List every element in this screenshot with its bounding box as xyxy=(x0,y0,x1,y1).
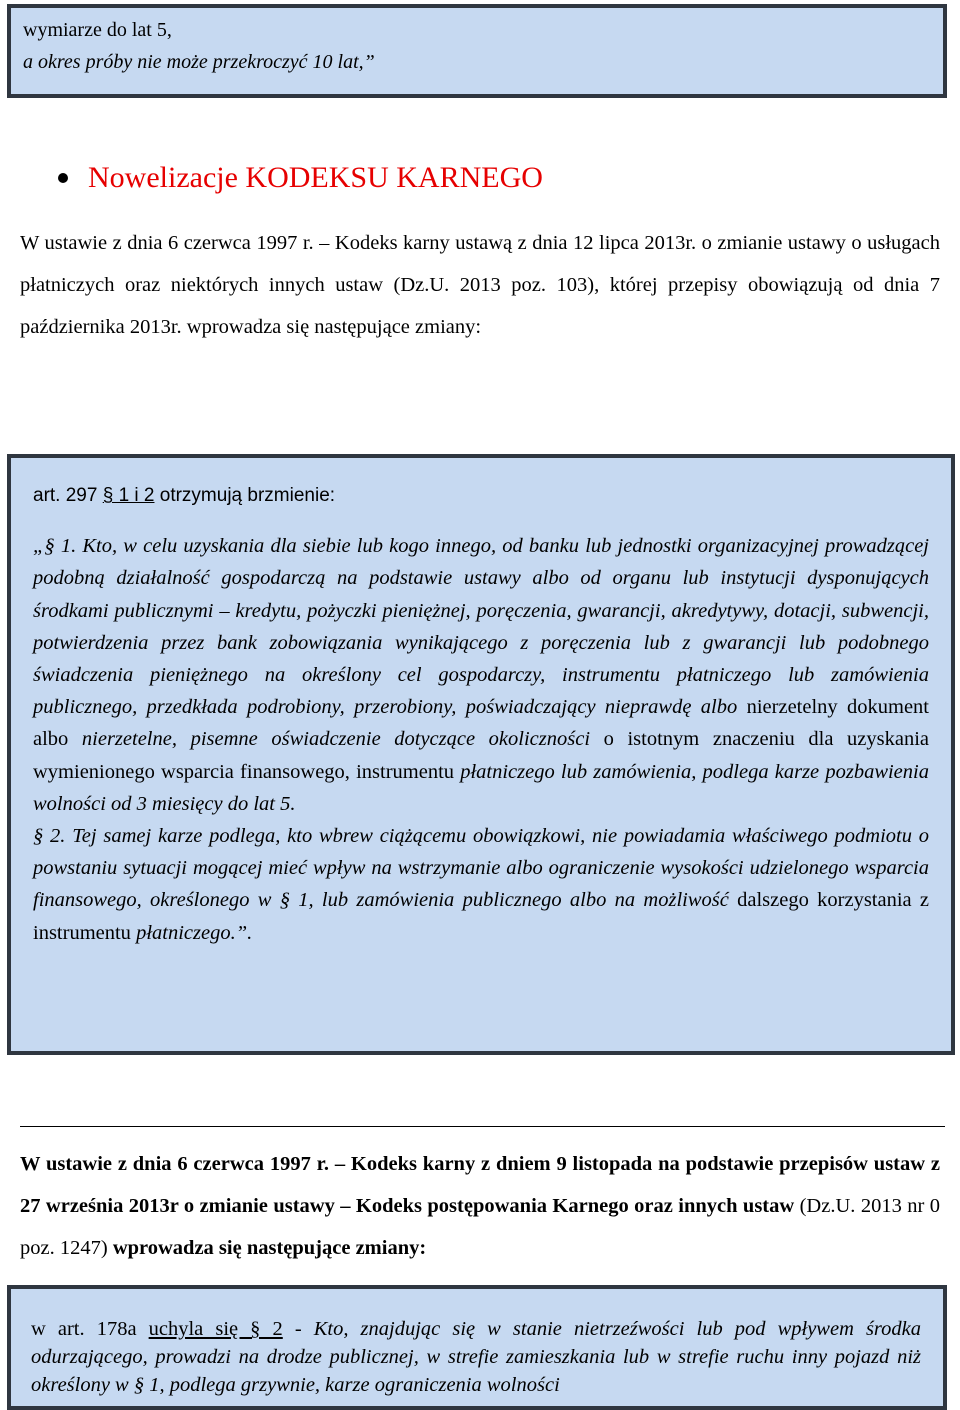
article-178a-box xyxy=(7,1285,947,1410)
intro-2-c: wprowadza się następujące zmiany: xyxy=(107,1237,427,1259)
intro-2-a: W ustawie z dnia 6 czerwca 1997 r. – Kodeks karny z dniem 9 listopada na podstawie przepisów ustaw z 27 września 2013r o zmianie ustawy – Kodeks postępowania Karnego oraz innych ustaw xyxy=(20,1153,940,1217)
quote-box-top xyxy=(7,4,947,98)
intro-2-b: (Dz.U. 2013 nr 0 poz. 1247) xyxy=(20,1195,940,1259)
paragraph-1-text-b: nierzetelny dokument albo xyxy=(33,696,929,751)
paragraph-1 xyxy=(33,530,929,820)
section-divider xyxy=(20,1126,945,1127)
article-178a-dash: - xyxy=(282,1318,314,1340)
article-prefix: art. 297 xyxy=(33,485,103,506)
article-178a-quote: Kto, znajdując się w stanie nietrzeźwości lub pod wpływem środka odurzającego, prowadzi na drodze publicznej, w strefie zamieszkania lub w strefie ruchu inny pojazd niż określony w § 1, podlega grzywnie, karze ograniczenia wolności xyxy=(31,1318,921,1396)
paragraph-1-text-c: nierzetelne, pisemne oświadczenie dotyczące okoliczności xyxy=(81,728,591,751)
paragraph-1-text-a: Kto, w celu uzyskania dla siebie lub kogo innego, od banku lub jednostki organizacyjnej prowadzącej podobną działalność gospodarczą na podstawie ustawy albo od organu lub instytucji dysponujących środkami publicznymi – kredytu, pożyczki pieniężnej, poręczenia, gwarancji, akredytywy, dotacji, subwencji, potwierdzenia przez bank zobowiązania wynikającego z poręczenia lub z gwarancji lub podobnego świadczenia pieniężnego na określony cel gospodarczy, instrumentu płatniczego lub zamówienia publicznego, przedkłada podrobiony, przerobiony, poświadczający nieprawdę albo xyxy=(33,535,929,719)
paragraph-2-text-b: dalszego korzystania z instrumentu xyxy=(33,889,930,944)
bullet-heading-row xyxy=(58,158,543,198)
article-178a-text xyxy=(31,1315,921,1399)
quote-line-1: wymiarze do lat 5, xyxy=(23,19,172,41)
paragraph-2-text: Tej samej karze podlega, kto wbrew ciążącemu obowiązkowi, nie powiadamia właściwego podmiotu o powstaniu sytuacji mogącej mieć wpływ na wstrzymanie albo ograniczenie wysokości udzielonego wsparcia finansowego, określonego w § 1, lub zamówienia publicznego albo na możliwość xyxy=(33,825,930,912)
intro-paragraph-1: W ustawie z dnia 6 czerwca 1997 r. – Kodeks karny ustawą z dnia 12 lipca 2013r. o zmianie ustawy o usługach płatniczych oraz niektórych innych ustaw (Dz.U. 2013 poz. 103), której przepisy obowiązują od dnia 7 października 2013r. wprowadza się następujące zmiany: xyxy=(20,232,940,338)
article-297-box xyxy=(7,454,955,1055)
article-178a-link[interactable]: uchyla się § 2 xyxy=(148,1318,283,1340)
paragraph-2-open: § 2. xyxy=(33,825,73,848)
paragraph-1-text-d: o istotnym znaczeniu dla uzyskania wymienionego wsparcia finansowego, instrumentu xyxy=(33,728,930,783)
paragraph-1-text-e: płatniczego lub zamówienia, podlega karze pozbawienia wolności od 3 miesięcy do lat 5. xyxy=(33,760,929,815)
paragraph-1-open: „§ 1. xyxy=(33,535,83,558)
bullet-icon xyxy=(58,173,68,183)
article-link[interactable]: § 1 i 2 xyxy=(102,485,155,506)
article-178a-prefix: w art. 178a xyxy=(31,1318,149,1340)
paragraph-2-text-c: płatniczego.”. xyxy=(136,921,253,944)
paragraph-2 xyxy=(33,820,929,949)
quote-line-2: a okres próby nie może przekroczyć 10 lat,” xyxy=(23,51,375,73)
article-suffix: otrzymują brzmienie: xyxy=(154,485,336,506)
section-heading: Nowelizacje KODEKSU KARNEGO xyxy=(88,161,543,194)
intro-paragraph-2 xyxy=(20,1143,940,1269)
article-header xyxy=(33,480,929,512)
